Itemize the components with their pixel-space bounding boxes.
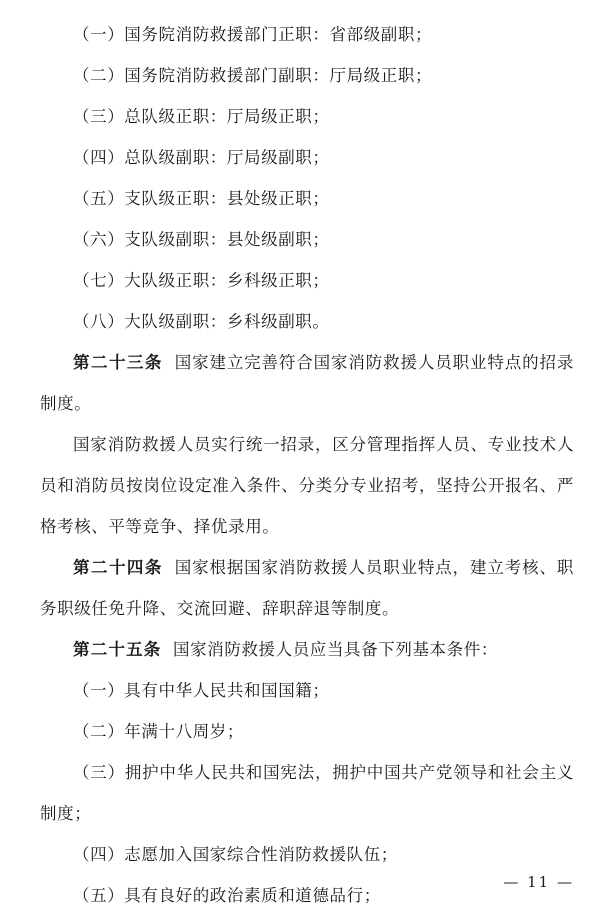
- list-item: （五）支队级正职：县处级正职；: [73, 189, 330, 208]
- list-item: （五）具有良好的政治素质和道德品行；: [73, 886, 381, 905]
- article-paragraph: [40, 547, 574, 629]
- list-item: （六）支队级副职：县处级副职；: [73, 230, 330, 249]
- list-item: （七）大队级正职：乡科级正职；: [73, 271, 330, 290]
- list-item: （二）国务院消防救援部门副职：厅局级正职；: [73, 66, 433, 85]
- article-number: 第二十五条: [73, 640, 162, 659]
- article-number: 第二十四条: [73, 558, 163, 577]
- article-paragraph: [40, 342, 574, 424]
- list-item: （一）国务院消防救援部门正职：省部级副职；: [73, 25, 433, 44]
- article-paragraph: [40, 629, 574, 670]
- list-item: （一）具有中华人民共和国国籍；: [73, 681, 330, 700]
- article-text: 国家消防救援人员应当具备下列基本条件：: [173, 640, 498, 659]
- list-item: （二）年满十八周岁；: [73, 722, 244, 741]
- list-item: （三）总队级正职：厅局级正职；: [73, 107, 330, 126]
- list-item: （八）大队级副职：乡科级副职。: [73, 312, 330, 331]
- article-text: 国家根据国家消防救援人员职业特点，建立考核、职务职级任免升降、交流回避、辞职辞退等制度。: [40, 558, 574, 618]
- list-item: （四）志愿加入国家综合性消防救援队伍；: [73, 845, 398, 864]
- list-item: （四）总队级副职：厅局级副职；: [73, 148, 330, 167]
- list-item: （三）拥护中华人民共和国宪法，拥护中国共产党领导和社会主义制度；: [40, 763, 574, 823]
- paragraph: 国家消防救援人员实行统一招录，区分管理指挥人员、专业技术人员和消防员按岗位设定准入条件、分类分专业招考，坚持公开报名、严格考核、平等竞争、择优录用。: [40, 435, 574, 536]
- article-text: 国家建立完善符合国家消防救援人员职业特点的招录制度。: [40, 353, 574, 413]
- document-body: [40, 14, 574, 916]
- article-number: 第二十三条: [73, 353, 163, 372]
- page-number: — 11 —: [503, 873, 574, 891]
